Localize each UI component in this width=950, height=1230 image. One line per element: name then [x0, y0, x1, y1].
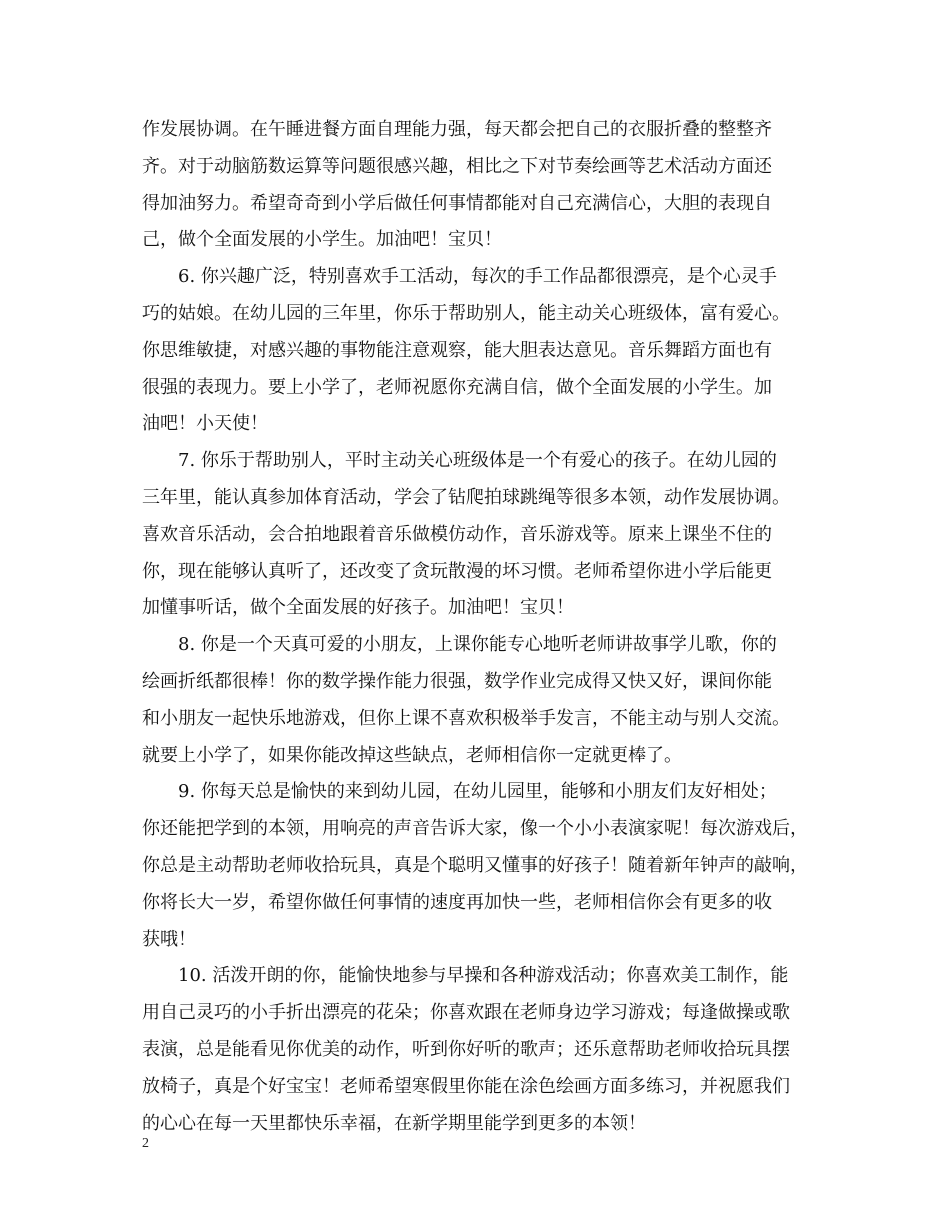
text-line: 得加油努力。希望奇奇到小学后做任何事情都能对自己充满信心，大胆的表现自 [142, 192, 772, 214]
text-line: 获哦！ [142, 928, 196, 950]
text-line: 你思维敏捷，对感兴趣的事物能注意观察，能大胆表达意见。音乐舞蹈方面也有 [142, 339, 772, 361]
text-line: 三年里，能认真参加体育活动，学会了钻爬拍球跳绳等很多本领，动作发展协调。 [142, 486, 790, 508]
paragraph-item-9 [142, 774, 832, 958]
paragraph-item-8 [142, 627, 832, 774]
text-line: 巧的姑娘。在幼儿园的三年里，你乐于帮助别人，能主动关心班级体，富有爱心。 [142, 302, 790, 324]
text-line: 绘画折纸都很棒！你的数学操作能力很强，数学作业完成得又快又好，课间你能 [142, 670, 772, 692]
text-line: 7. 你乐于帮助别人，平时主动关心班级体是一个有爱心的孩子。在幼儿园的 [178, 450, 777, 472]
text-line: 喜欢音乐活动，会合拍地跟着音乐做模仿动作，音乐游戏等。原来上课坐不住的 [142, 523, 772, 545]
text-line: 油吧！小天使！ [142, 413, 268, 435]
text-line: 己，做个全面发展的小学生。加油吧！宝贝！ [142, 229, 502, 251]
text-line: 作发展协调。在午睡进餐方面自理能力强，每天都会把自己的衣服折叠的整整齐 [142, 119, 772, 140]
text-line: 很强的表现力。要上小学了，老师祝愿你充满自信，做个全面发展的小学生。加 [142, 376, 772, 398]
text-line: 你将长大一岁，希望你做任何事情的速度再加快一些，老师相信你会有更多的收 [142, 891, 772, 913]
paragraph-item-7 [142, 443, 832, 627]
text-line: 表演，总是能看见你优美的动作，听到你好听的歌声；还乐意帮助老师收拾玩具摆 [142, 1038, 790, 1060]
text-line: 齐。对于动脑筋数运算等问题很感兴趣，相比之下对节奏绘画等艺术活动方面还 [142, 155, 772, 177]
text-line: 用自己灵巧的小手折出漂亮的花朵；你喜欢跟在老师身边学习游戏；每逢做操或歌 [142, 1002, 790, 1024]
text-line: 8. 你是一个天真可爱的小朋友，上课你能专心地听老师讲故事学儿歌，你的 [178, 634, 777, 656]
text-line: 放椅子，真是个好宝宝！老师希望寒假里你能在涂色绘画方面多练习，并祝愿我们 [142, 1075, 790, 1097]
text-line: 10. 活泼开朗的你，能愉快地参与早操和各种游戏活动；你喜欢美工制作，能 [178, 965, 789, 987]
text-line: 你总是主动帮助老师收拾玩具，真是个聪明又懂事的好孩子！随着新年钟声的敲响， [142, 854, 808, 876]
text-line: 9. 你每天总是愉快的来到幼儿园，在幼儿园里，能够和小朋友们友好相处； [178, 781, 777, 803]
paragraph-item-6 [142, 259, 832, 443]
text-line: 和小朋友一起快乐地游戏，但你上课不喜欢积极举手发言，不能主动与别人交流。 [142, 707, 790, 729]
document-body [142, 112, 832, 1142]
text-line: 就要上小学了，如果你能改掉这些缺点，老师相信你一定就更棒了。 [142, 744, 682, 766]
page-number: 2 [142, 1136, 149, 1151]
paragraph-continuation [142, 112, 832, 259]
text-line: 加懂事听话，做个全面发展的好孩子。加油吧！宝贝！ [142, 597, 574, 619]
paragraph-item-10 [142, 958, 832, 1142]
text-line: 的心心在每一天里都快乐幸福，在新学期里能学到更多的本领！ [142, 1112, 646, 1134]
text-line: 你还能把学到的本领，用响亮的声音告诉大家，像一个小小表演家呢！每次游戏后， [142, 818, 808, 840]
text-line: 你，现在能够认真听了，还改变了贪玩散漫的坏习惯。老师希望你进小学后能更 [142, 560, 772, 582]
text-line: 6. 你兴趣广泛，特别喜欢手工活动，每次的手工作品都很漂亮，是个心灵手 [178, 266, 777, 288]
